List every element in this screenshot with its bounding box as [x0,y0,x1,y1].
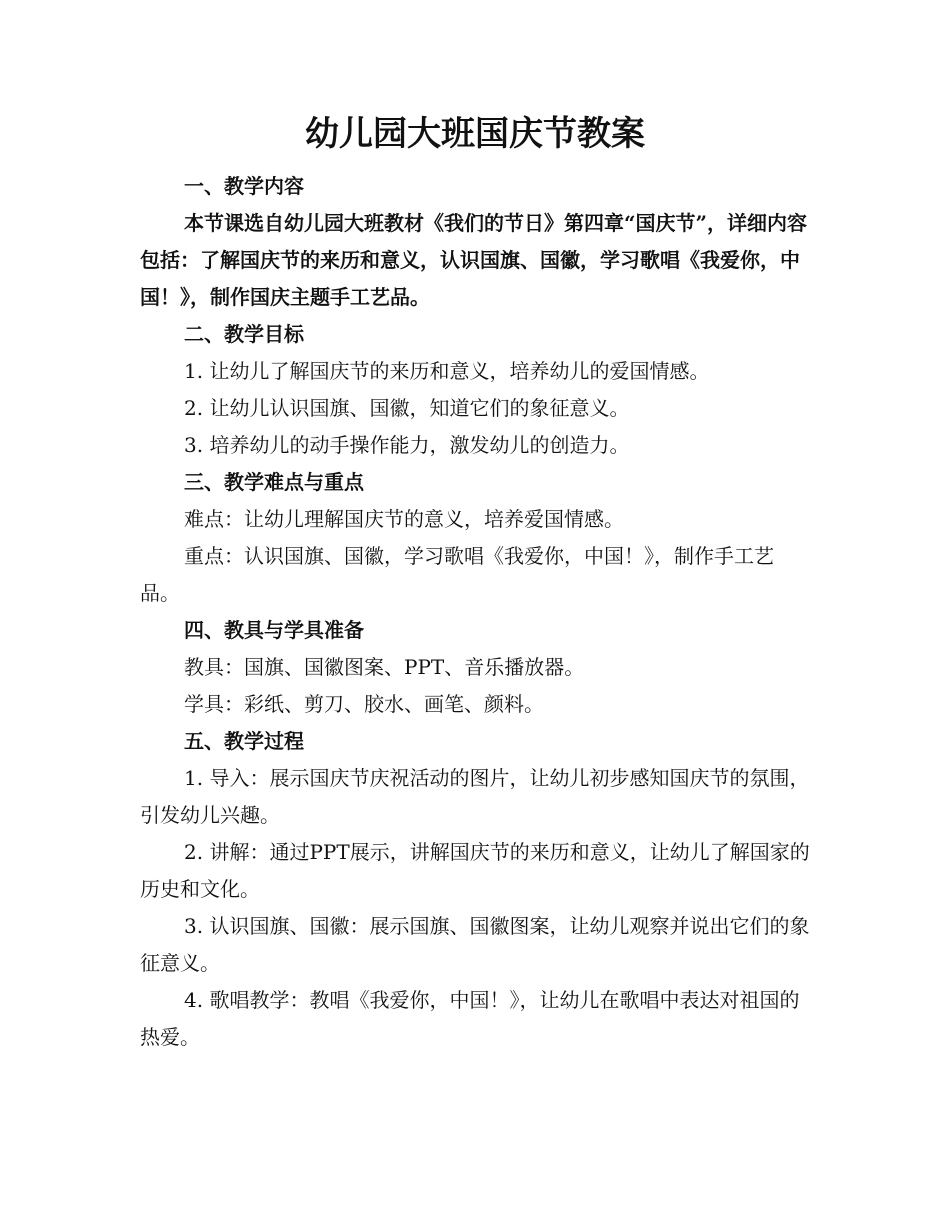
process-item-4: 4. 歌唱教学：教唱《我爱你，中国！》，让幼儿在歌唱中表达对祖国的热爱。 [140,988,800,1049]
document-title: 幼儿园大班国庆节教案 [305,114,645,154]
process-item-1: 1. 导入：展示国庆节庆祝活动的图片，让幼儿初步感知国庆节的氛围，引发幼儿兴趣。 [140,766,810,827]
key-points-paragraph: 重点：认识国旗、国徽，学习歌唱《我爱你，中国！》，制作手工艺品。 [140,544,774,605]
section-heading-process: 五、教学过程 [184,729,304,753]
section-heading-materials: 四、教具与学具准备 [184,618,364,642]
teaching-aids-paragraph: 教具：国旗、国徽图案、PPT、音乐播放器。 [184,655,585,679]
difficulty-paragraph: 难点：让幼儿理解国庆节的意义，培养爱国情感。 [184,507,624,531]
document-body [140,168,810,1056]
learning-aids-paragraph: 学具：彩纸、剪刀、胶水、画笔、颜料。 [184,692,544,716]
process-item-3: 3. 认识国旗、国徽：展示国旗、国徽图案，让幼儿观察并说出它们的象征意义。 [140,914,810,975]
section-heading-teaching-content: 一、教学内容 [184,174,304,198]
goal-item-2: 2. 让幼儿认识国旗、国徽，知道它们的象征意义。 [184,396,630,420]
section-heading-difficulties: 三、教学难点与重点 [184,470,364,494]
goal-item-1: 1. 让幼儿了解国庆节的来历和意义，培养幼儿的爱国情感。 [184,359,710,383]
teaching-content-paragraph: 本节课选自幼儿园大班教材《我们的节日》第四章“国庆节”，详细内容包括：了解国庆节的来历和意义，认识国旗、国徽，学习歌唱《我爱你，中国！》，制作国庆主题手工艺品。 [140,211,808,309]
goal-item-3: 3. 培养幼儿的动手操作能力，激发幼儿的创造力。 [184,433,630,457]
process-item-2: 2. 讲解：通过PPT展示，讲解国庆节的来历和意义，让幼儿了解国家的历史和文化。 [140,840,810,901]
section-heading-teaching-goals: 二、教学目标 [184,322,304,346]
